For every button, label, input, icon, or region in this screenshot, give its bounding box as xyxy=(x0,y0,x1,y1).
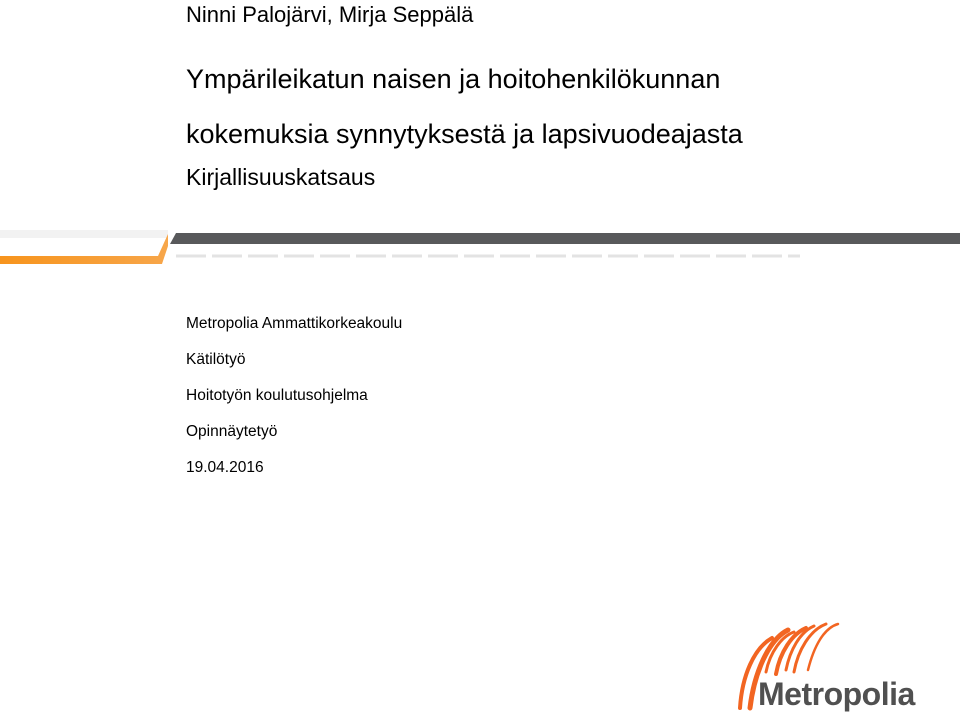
thesis-info xyxy=(186,313,402,493)
degree: Kätilötyö xyxy=(186,351,246,368)
decorative-band xyxy=(0,230,960,270)
logo-wordmark: Metropolia xyxy=(758,676,915,712)
thesis-type: Opinnäytetyö xyxy=(186,423,278,440)
thesis-title xyxy=(186,52,743,162)
programme: Hoitotyön koulutusohjelma xyxy=(186,387,368,404)
band-sheen xyxy=(0,230,168,238)
thesis-title-line-1: Ympärileikatun naisen ja hoitohenkilökunnan xyxy=(186,64,721,94)
band-orange xyxy=(0,234,168,264)
band-gray xyxy=(170,233,960,244)
metropolia-logo xyxy=(728,612,928,720)
authors: Ninni Palojärvi, Mirja Seppälä xyxy=(186,2,474,27)
institution: Metropolia Ammattikorkeakoulu xyxy=(186,315,403,332)
thesis-title-line-2: kokemuksia synnytyksestä ja lapsivuodeajasta xyxy=(186,119,743,149)
thesis-subtitle: Kirjallisuuskatsaus xyxy=(186,164,376,190)
date: 19.04.2016 xyxy=(186,459,264,476)
